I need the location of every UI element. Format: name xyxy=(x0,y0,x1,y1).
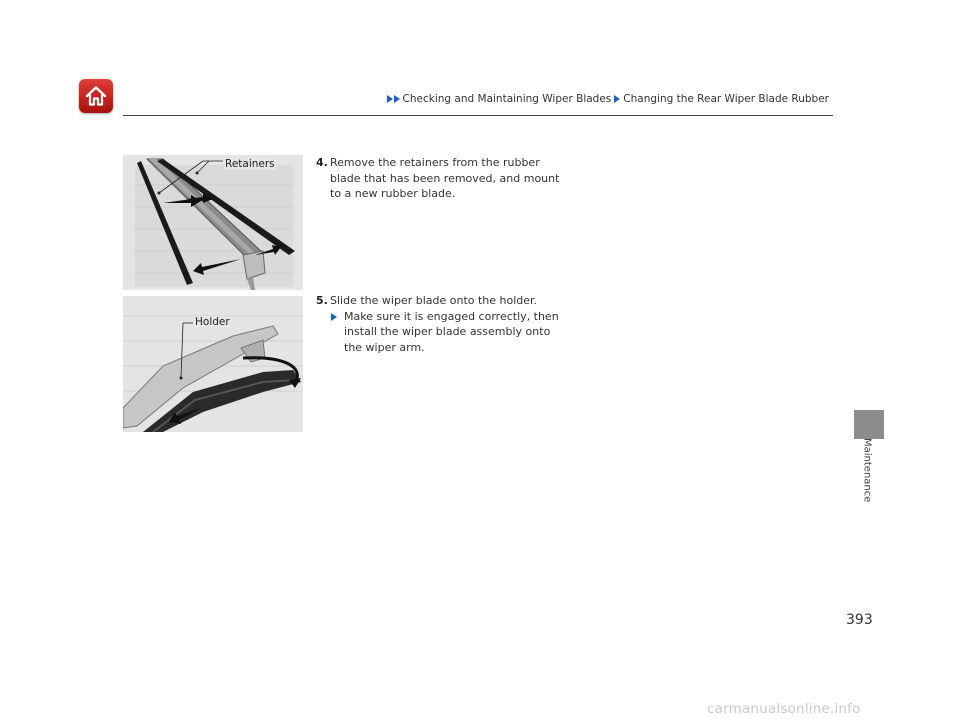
holder-label: Holder xyxy=(195,316,230,328)
home-icon xyxy=(84,84,108,108)
breadcrumb xyxy=(387,93,832,105)
step-number: 5. xyxy=(316,294,328,307)
bullet-arrow-icon xyxy=(331,313,337,321)
step-5 xyxy=(316,293,566,355)
page-number: 393 xyxy=(846,612,873,628)
retainers-illustration xyxy=(123,155,303,290)
breadcrumb-item-rear-wiper-rubber[interactable]: Changing the Rear Wiper Blade Rubber xyxy=(623,93,829,105)
retainers-label: Retainers xyxy=(225,158,275,170)
section-tab[interactable] xyxy=(854,410,884,439)
step-text: Remove the retainers from the rubber blade that has been removed, and mount to a new rubber blade. xyxy=(330,156,560,200)
step-text: Slide the wiper blade onto the holder. xyxy=(330,294,538,307)
section-label: Maintenance xyxy=(861,438,873,503)
step-4 xyxy=(316,155,566,202)
step-subnote xyxy=(330,309,566,356)
breadcrumb-arrow-icon xyxy=(614,95,620,103)
breadcrumb-arrow-icon xyxy=(387,95,393,103)
holder-illustration xyxy=(123,296,303,432)
breadcrumb-arrow-icon xyxy=(394,95,400,103)
step-subnote-text: Make sure it is engaged correctly, then install the wiper blade assembly onto the wiper arm. xyxy=(344,309,559,354)
header-divider xyxy=(123,115,833,116)
watermark: carmanualsonline.info xyxy=(707,701,861,717)
step-number: 4. xyxy=(316,156,328,169)
wiper-rubber-retainers-drawing xyxy=(123,155,303,290)
home-button[interactable] xyxy=(79,79,113,113)
breadcrumb-item-wiper-blades[interactable]: Checking and Maintaining Wiper Blades xyxy=(402,93,612,105)
